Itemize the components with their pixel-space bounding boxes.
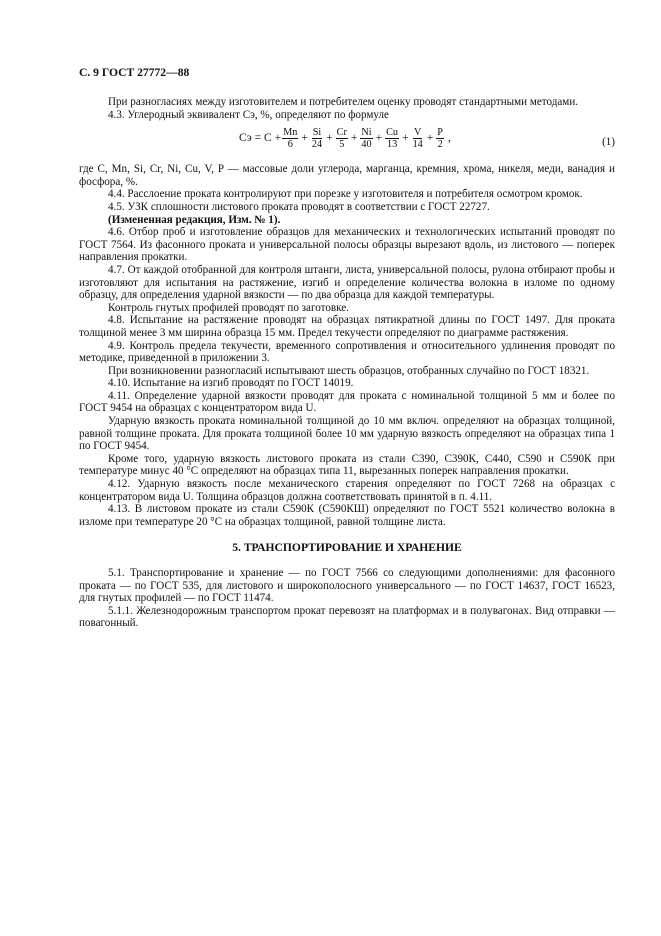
formula-fraction: [385, 127, 399, 150]
main-paragraphs: [79, 163, 615, 528]
fraction-denominator: 13: [386, 139, 398, 151]
formula-fraction: [311, 127, 323, 150]
fraction-numerator: Mn: [283, 127, 298, 139]
formula-fraction: [412, 127, 424, 150]
paragraph: При возникновении разногласий испытывают шесть образцов, отобранных случайно по ГОСТ 18321.: [108, 364, 590, 377]
paragraph: Контроль гнутых профилей проводят по заготовке.: [108, 301, 349, 314]
fraction-numerator: P: [437, 127, 443, 139]
fraction-denominator: 14: [412, 139, 423, 151]
fraction-denominator: 40: [361, 139, 372, 151]
paragraph: 4.5. УЗК сплошности листового проката проводят в соответствии с ГОСТ 22727.: [108, 200, 490, 213]
fraction-numerator: Si: [312, 127, 322, 139]
paragraph: 4.6. Отбор проб и изготовление образцов для механических и технологических испытаний проводят по ГОСТ 7564. Из фасонного проката и универсальной полосы образцы вырезают вдоль, из листового — поперек направления прокатки.: [79, 226, 615, 264]
fraction-denominator: 6: [287, 139, 293, 151]
formula-fraction: [360, 127, 372, 150]
formula-expression: [239, 127, 451, 150]
fraction-numerator: Ni: [361, 127, 372, 139]
fraction-denominator: 5: [339, 139, 345, 151]
paragraph: 4.8. Испытание на растяжение проводят на образцах пятикратной длины по ГОСТ 1497. Для проката толщиной менее 3 мм ширина образца 15 мм. Предел текучести определяют по диаграмме растяжения.: [79, 314, 615, 339]
formula-plus: +: [375, 131, 383, 145]
paragraph: Ударную вязкость проката номинальной толщиной до 10 мм включ. определяют на образцах толщиной, равной толщине проката. Для проката толщиной более 10 мм ударную вязкость определяют на образцах типа 1 по ГОСТ 9454.: [79, 415, 615, 453]
paragraph: 4.13. В листовом прокате из стали С590К (С590КШ) определяют по ГОСТ 5521 количество волокна в изломе при температуре 20 °С на образцах толщиной, равной толщине листа.: [79, 503, 615, 528]
formula-tail: ,: [447, 131, 451, 145]
formula-plus: +: [402, 131, 409, 145]
formula-number: (1): [602, 136, 615, 149]
paragraph-5-1: 5.1. Транспортирование и хранение — по ГОСТ 7566 со следующими дополнениями: для фасонного проката — по ГОСТ 535, для листового и широкополосного универсального — по ГОСТ 14637, ГОСТ 16523, для гнутых профилей — по ГОСТ 11474.: [79, 567, 615, 605]
paragraph-methods: При разногласиях между изготовителем и потребителем оценку проводят стандартными методами.: [108, 96, 579, 108]
paragraph: 4.7. От каждой отобранной для контроля штанги, листа, универсальной полосы, рулона отбирают пробы и изготовляют для испытания на растяжение, изгиб и определение количества волокна в изломе по одному образцу, для определения ударной вязкости — по два образца для каждой температуры.: [79, 263, 615, 302]
paragraph: 4.10. Испытание на изгиб проводят по ГОСТ 14019.: [108, 377, 354, 390]
fraction-denominator: 2: [437, 139, 443, 151]
page-header: С. 9 ГОСТ 27772—88: [79, 66, 190, 79]
paragraph: 4.4. Расслоение проката контролируют при порезке у изготовителя и потребителя осмотром кромок.: [108, 188, 583, 201]
document-body: [79, 96, 615, 630]
paragraph: 4.9. Контроль предела текучести, временного сопротивления и относительного удлинения проводят по методике, приведенной в приложении 3.: [79, 339, 615, 365]
fraction-denominator: 24: [311, 139, 323, 151]
formula-fraction: [282, 127, 298, 150]
section-title: 5. ТРАНСПОРТИРОВАНИЕ И ХРАНЕНИЕ: [232, 541, 462, 555]
paragraph: 4.12. Ударную вязкость после механического старения определяют по ГОСТ 7268 на образцах с концентратором вида U. Толщина образцов должна соответствовать принятой в п. 4.11.: [79, 478, 615, 503]
fraction-numerator: Cu: [386, 127, 399, 139]
fraction-numerator: V: [413, 127, 422, 139]
paragraph: 4.11. Определение ударной вязкости проводят для проката с номинальной толщиной 5 мм и более по ГОСТ 9454 на образцах с концентратором вида U.: [79, 389, 615, 415]
fraction-numerator: Cr: [336, 127, 347, 139]
formula-lhs: Cэ = C +: [239, 131, 282, 145]
formula-plus: +: [350, 131, 358, 145]
paragraph: Кроме того, ударную вязкость листового проката из стали С390, С390К, С440, С590 и С590К при температуре минус 40 °С определяют на образцах типа 11, вырезанных поперек направления прокатки.: [79, 452, 615, 478]
formula-fraction: [336, 127, 348, 150]
formula-fraction: [436, 127, 444, 150]
paragraph-4-3: 4.3. Углеродный эквивалент Cэ, %, определяют по формуле: [108, 108, 389, 121]
paragraph-5-1-1: 5.1.1. Железнодорожным транспортом прокат перевозят на платформах и в полувагонах. Вид отправки — повагонный.: [79, 604, 615, 630]
formula-plus: +: [326, 131, 333, 145]
formula-plus: +: [426, 131, 434, 145]
paragraph: где C, Mn, Si, Cr, Ni, Cu, V, P — массовые доли углерода, марганца, кремния, хрома, никеля, меди, ванадия и фосфора, %.: [79, 163, 615, 188]
paragraph: (Измененная редакция, Изм. № 1).: [108, 213, 281, 226]
formula-plus: +: [301, 131, 308, 145]
formula-carbon-equivalent: [79, 121, 615, 163]
